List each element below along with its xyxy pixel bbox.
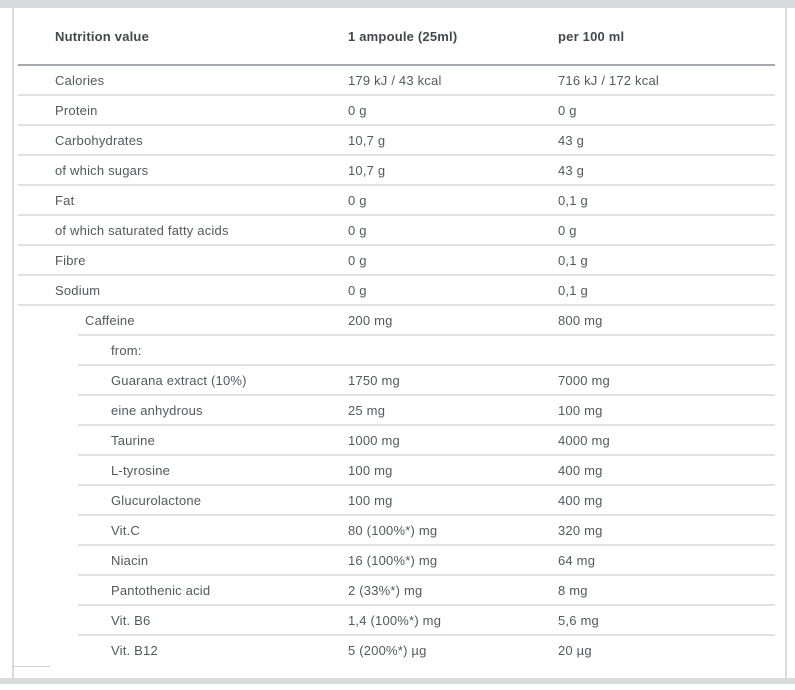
table-row (18, 216, 775, 246)
table-row (78, 636, 775, 664)
table-row (78, 306, 775, 336)
table-row (78, 576, 775, 606)
row-value-per-100ml: 0 g (558, 222, 577, 238)
row-label: Taurine (111, 432, 156, 448)
row-label: Caffeine (85, 312, 135, 328)
row-label: L-tyrosine (111, 462, 171, 478)
row-value-ampoule: 10,7 g (348, 162, 386, 178)
row-value-per-100ml: 5,6 mg (558, 612, 599, 628)
row-label: from: (111, 342, 142, 358)
row-label: Fibre (55, 252, 86, 268)
row-value-ampoule: 0 g (348, 252, 367, 268)
row-value-ampoule: 100 mg (348, 462, 393, 478)
row-value-ampoule: 1000 mg (348, 432, 400, 448)
row-label: Vit.C (111, 522, 140, 538)
table-row (18, 156, 775, 186)
row-label: of which saturated fatty acids (55, 222, 229, 238)
table-row (78, 486, 775, 516)
row-value-per-100ml: 0,1 g (558, 192, 588, 208)
nutrition-table (14, 8, 785, 678)
row-label: of which sugars (55, 162, 149, 178)
row-label: Carbohydrates (55, 132, 143, 148)
row-value-per-100ml: 320 mg (558, 522, 603, 538)
row-value-per-100ml: 43 g (558, 132, 585, 148)
row-value-ampoule: 0 g (348, 192, 367, 208)
row-value-ampoule: 100 mg (348, 492, 393, 508)
table-row (78, 426, 775, 456)
table-row (78, 456, 775, 486)
table-row (78, 516, 775, 546)
row-label: Niacin (111, 552, 149, 568)
row-label: Sodium (55, 282, 101, 298)
row-label: Fat (55, 192, 75, 208)
row-label: Calories (55, 72, 105, 88)
table-body (14, 66, 785, 664)
row-value-ampoule: 5 (200%*) µg (348, 642, 427, 658)
row-label: eine anhydrous (111, 402, 203, 418)
row-value-per-100ml: 0,1 g (558, 252, 588, 268)
row-value-per-100ml: 64 mg (558, 552, 596, 568)
table-row (18, 66, 775, 96)
bottom-left-divider-stub (12, 666, 50, 667)
table-row (18, 186, 775, 216)
table-row (78, 396, 775, 426)
row-value-per-100ml: 716 kJ / 172 kcal (558, 72, 659, 88)
row-value-per-100ml: 7000 mg (558, 372, 610, 388)
row-value-ampoule: 0 g (348, 222, 367, 238)
table-row (78, 366, 775, 396)
frame-top-border (0, 0, 795, 8)
table-header-row (18, 8, 775, 66)
row-value-per-100ml: 800 mg (558, 312, 603, 328)
row-value-ampoule: 25 mg (348, 402, 386, 418)
row-label: Glucurolactone (111, 492, 202, 508)
row-value-per-100ml: 43 g (558, 162, 585, 178)
row-value-per-100ml: 0,1 g (558, 282, 588, 298)
table-row (18, 276, 775, 306)
row-value-ampoule: 80 (100%*) mg (348, 522, 438, 538)
row-value-ampoule: 0 g (348, 102, 367, 118)
column-header-ampoule: 1 ampoule (25ml) (348, 28, 458, 44)
row-label: Vit. B6 (111, 612, 151, 628)
row-value-per-100ml: 0 g (558, 102, 577, 118)
row-value-ampoule: 179 kJ / 43 kcal (348, 72, 442, 88)
table-row (78, 606, 775, 636)
row-value-per-100ml: 100 mg (558, 402, 603, 418)
table-row (18, 96, 775, 126)
table-row (18, 246, 775, 276)
column-header-per-100ml: per 100 ml (558, 28, 625, 44)
row-label: Vit. B12 (111, 642, 158, 658)
table-row (78, 336, 775, 366)
frame-right-border (785, 8, 787, 678)
row-value-ampoule: 10,7 g (348, 132, 386, 148)
row-value-per-100ml: 20 µg (558, 642, 592, 658)
row-value-per-100ml: 8 mg (558, 582, 588, 598)
row-label: Protein (55, 102, 98, 118)
row-value-ampoule: 1,4 (100%*) mg (348, 612, 442, 628)
row-value-ampoule: 200 mg (348, 312, 393, 328)
row-label: Pantothenic acid (111, 582, 211, 598)
row-value-ampoule: 16 (100%*) mg (348, 552, 438, 568)
table-row (78, 546, 775, 576)
row-value-per-100ml: 400 mg (558, 492, 603, 508)
row-value-per-100ml: 400 mg (558, 462, 603, 478)
table-row (18, 126, 775, 156)
row-value-ampoule: 1750 mg (348, 372, 400, 388)
row-label: Guarana extract (10%) (111, 372, 247, 388)
row-value-ampoule: 2 (33%*) mg (348, 582, 423, 598)
frame-bottom-border (0, 678, 795, 684)
row-value-per-100ml: 4000 mg (558, 432, 610, 448)
column-header-nutrition-value: Nutrition value (55, 28, 150, 44)
row-value-ampoule: 0 g (348, 282, 367, 298)
